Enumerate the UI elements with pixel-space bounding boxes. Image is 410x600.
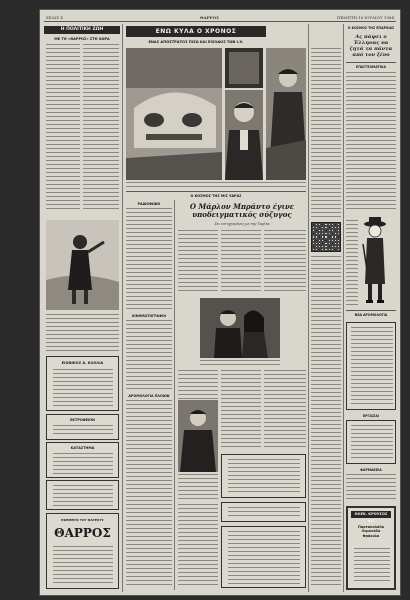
tharros-ad-sub: ΕΦΗΜΕΡΙΣ ΤΟΥ ΘΑΡΡΟΥΣ: [61, 518, 104, 522]
brando-text-e: [221, 370, 261, 450]
left-article-title: ΜΕ ΤΟ «ΘΑΡΡΟΣ» ΣΤΗ ΧΩΡΑ: [54, 37, 110, 41]
ad-box-1: [46, 356, 119, 411]
right-box2-title: ΕΡΓΑΣΙΑΙ: [362, 414, 380, 418]
tharros-ad: [46, 513, 119, 589]
page-number: ΣΕΛΙΣ 4: [46, 15, 63, 20]
newspaper-page: [40, 10, 400, 595]
center-ad-2: [221, 502, 306, 522]
man-with-car-photo: [266, 48, 306, 180]
man-photo: [225, 90, 263, 180]
center-ad-3: [221, 526, 306, 588]
mid-column-text-b: [311, 256, 341, 586]
photo-caption: [126, 182, 306, 188]
mid-column-text: [311, 48, 341, 218]
brando-subhead: Ζει ευτυχισμένος με την Ταρίτα: [214, 222, 270, 226]
ad3-title: ΚΑΤΑΣΤΗΜΑ: [70, 446, 95, 450]
brando-text-g: [178, 504, 218, 588]
brando-couple-photo: [200, 298, 280, 358]
ad-box-2: [46, 414, 119, 440]
left-banner: Η ΠΟΛΙΤΙΚΗ ΖΩΗ: [44, 26, 120, 34]
radio-title: ΡΑΔΙΟΦΩΝΟ: [137, 202, 161, 206]
brando-text-c: [264, 230, 306, 294]
issue-date: ΠΕΜΠΤΗ 16 ΙΟΥΛΙΟΥ 1964: [336, 15, 394, 20]
krousos-ad-title: ΗΛΕΚ. ΚΡΟΥΣΟΣ ΦΙΣ: [351, 511, 391, 518]
car-photo: [126, 48, 222, 180]
right-text-c: [346, 474, 396, 502]
tharros-ad-title: ΘΑΡΡΟΣ: [54, 526, 111, 540]
shipping-title: ΔΡΟΜΟΛΟΓΙΑ ΠΛΟΙΩΝ: [128, 394, 170, 398]
brando-text-f: [264, 370, 306, 450]
left-caption-text: [46, 314, 119, 352]
ad1-title: ΕΙΟΝΙΚΟΣ Α. ΚΟΛΛΙΑ: [61, 361, 104, 365]
right-box3-title: ΦΑΡΜΑΚΕΙΑ: [360, 468, 382, 472]
right-box-1: [346, 322, 396, 410]
center-ad-1: [221, 454, 306, 498]
ad-box-4a: [46, 480, 119, 510]
radio-listings: [126, 208, 172, 310]
right-column-title: ΕΠΑΓΓΕΛΜΑΤΙΚΑ: [356, 65, 386, 69]
right-section-label: Ο ΚΟΣΜΟΣ ΤΗΣ ΕΠΑΡΧΙΑΣ: [347, 26, 395, 30]
cartoon-figure: [360, 214, 390, 306]
crossword-grid: [311, 222, 341, 252]
left-text-col-a: [46, 44, 80, 212]
brando-text-a: [178, 230, 218, 294]
couple-caption: [200, 360, 280, 366]
brando-text-b: [221, 230, 261, 294]
masthead-small: ΘΑΡΡΟΣ: [200, 15, 219, 20]
theatre-listings: [126, 320, 172, 390]
brando-solo-photo: [178, 400, 218, 472]
woman-photo: [46, 220, 119, 310]
left-text-col-b: [83, 44, 119, 212]
krousos-ad-sub: Πορτοκαλάδα Λεμονάδα Φράουλα: [358, 525, 384, 538]
photo-small-top: [225, 48, 263, 88]
center-section-label: Ο ΚΟΣΜΟΣ ΤΗΣ ΜΙΣ ΥΔΡΑΣ: [190, 194, 242, 198]
center-banner-sub: ΕΝΑΣ ΑΠΟΣΤΡΑΤΟΣ ΠΙΣΩ ΚΑΙ ΕΙΣΟΔΟΣ ΤΩΝ Ι.Χ.: [148, 40, 244, 44]
ad2-title: ΕΚΤΡΟΦΕΙΟΝ: [70, 418, 95, 422]
center-banner: ΕΝΩ ΚΥΛΑ Ο ΧΡΟΝΟΣ: [126, 26, 266, 37]
shipping-listings: [126, 400, 172, 588]
right-text-a: [346, 72, 396, 212]
ad-box-3: [46, 442, 119, 478]
right-text-b: [346, 220, 358, 306]
right-box-2: [346, 420, 396, 464]
theatre-title: ΚΙΝΗΜΑΤΟΓΡΑΦΟΙ: [131, 314, 167, 318]
brando-headline: Ο Μάρλον Μπράντο έγινε υποδειγματικός σύζυγος: [189, 202, 295, 219]
right-box1-title: ΝΕΑ ΔΡΟΜΟΛΟΓΙΑ: [354, 313, 388, 317]
krousos-ad: [346, 506, 396, 590]
right-headline: Ας πάψει ο Έλληνας να ζητά τα πάντα από τον ξένο: [349, 34, 393, 58]
